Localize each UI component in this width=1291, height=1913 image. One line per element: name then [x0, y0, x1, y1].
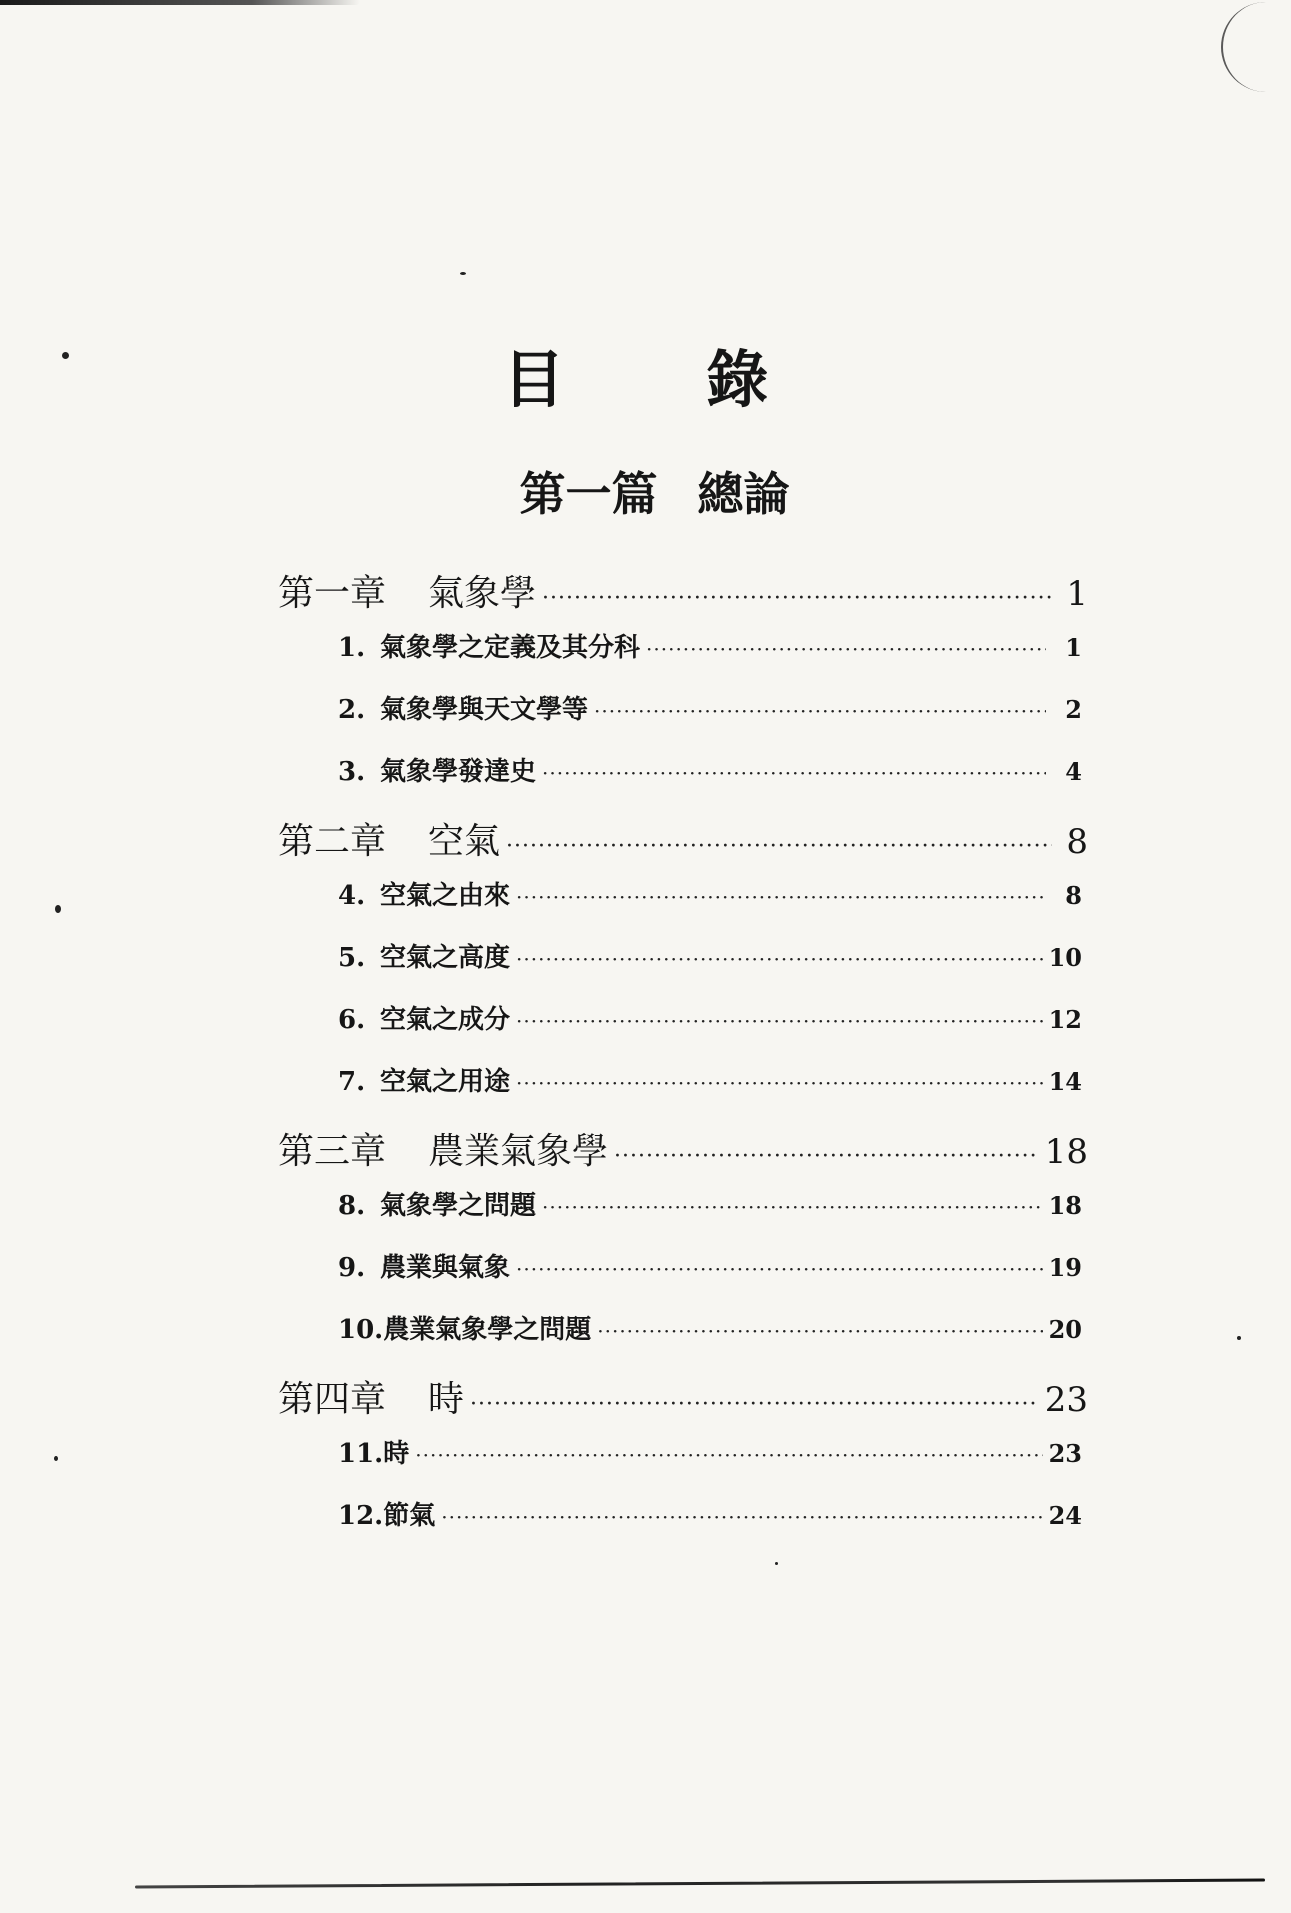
- chapter-title: 空氣: [428, 821, 501, 862]
- section-number: 6.: [338, 1005, 366, 1035]
- dot-leader: [516, 1009, 1043, 1033]
- scan-edge-top: [0, 0, 360, 5]
- dot-leader: [597, 1319, 1042, 1343]
- chapter-entry[interactable]: [278, 1123, 1088, 1185]
- dot-leader: [516, 885, 1046, 909]
- chapter-page-number: 8: [1066, 822, 1088, 862]
- section-title: 農業氣象學之問題: [383, 1315, 592, 1345]
- part-heading: [0, 458, 1291, 524]
- section-number: 5.: [338, 943, 366, 973]
- dot-leader: [516, 1257, 1043, 1281]
- section-page-number: 18: [1048, 1191, 1082, 1220]
- section-entry[interactable]: [278, 1247, 1088, 1309]
- section-entry[interactable]: [278, 875, 1088, 937]
- dot-leader: [415, 1443, 1042, 1467]
- section-page-number: 4: [1065, 757, 1082, 786]
- section-page-number: 8: [1065, 881, 1082, 910]
- section-number: 3.: [338, 757, 366, 787]
- part-name: 總論: [697, 467, 790, 521]
- chapter-entry[interactable]: [278, 565, 1088, 627]
- chapter-page-number: 1: [1066, 574, 1088, 614]
- page-corner-curl: [1221, 2, 1273, 92]
- section-number: 9.: [338, 1253, 366, 1283]
- section-entry[interactable]: [278, 999, 1088, 1061]
- section-page-number: 23: [1048, 1439, 1082, 1468]
- section-number: 11.: [338, 1439, 384, 1469]
- scan-speck: [775, 1562, 778, 1565]
- section-page-number: 19: [1048, 1253, 1082, 1282]
- section-number: 10.: [338, 1315, 384, 1345]
- section-entry[interactable]: [278, 751, 1088, 813]
- section-page-number: 20: [1048, 1315, 1082, 1344]
- scan-speck: [1237, 1336, 1241, 1340]
- section-entry[interactable]: [278, 1495, 1088, 1557]
- section-entry[interactable]: [278, 1185, 1088, 1247]
- section-number: 8.: [338, 1191, 366, 1221]
- section-title: 空氣之成分: [380, 1005, 511, 1035]
- chapter-title: 氣象學: [428, 573, 537, 614]
- section-title: 空氣之用途: [380, 1067, 511, 1097]
- scan-speck: [460, 272, 466, 275]
- section-title: 農業與氣象: [380, 1253, 511, 1283]
- chapter-label: 第三章: [278, 1131, 387, 1172]
- section-number: 1.: [338, 633, 366, 663]
- section-number: 2.: [338, 695, 366, 725]
- chapter-label: 第一章: [278, 573, 387, 614]
- chapter-page-number: 18: [1044, 1132, 1088, 1172]
- section-number: 12.: [338, 1501, 384, 1531]
- section-page-number: 10: [1048, 943, 1082, 972]
- part-label: 第一篇: [519, 467, 658, 521]
- section-entry[interactable]: [278, 627, 1088, 689]
- section-page-number: 12: [1048, 1005, 1082, 1034]
- dot-leader: [614, 1144, 1039, 1169]
- section-page-number: 1: [1065, 633, 1082, 662]
- section-entry[interactable]: [278, 1061, 1088, 1123]
- chapter-entry[interactable]: [278, 1371, 1088, 1433]
- chapter-title: 時: [428, 1379, 465, 1420]
- section-entry[interactable]: [278, 1433, 1088, 1495]
- section-number: 4.: [338, 881, 366, 911]
- section-page-number: 2: [1065, 695, 1082, 724]
- section-title: 空氣之由來: [380, 881, 511, 911]
- scan-speck: [54, 1456, 58, 1461]
- chapter-title: 農業氣象學: [428, 1131, 609, 1172]
- chapter-entry[interactable]: [278, 813, 1088, 875]
- section-title: 氣象學之問題: [380, 1191, 537, 1221]
- dot-leader: [441, 1505, 1042, 1529]
- page-title: 目 錄: [502, 343, 829, 416]
- dot-leader: [646, 637, 1046, 661]
- section-title: 節氣: [383, 1501, 436, 1531]
- dot-leader: [542, 761, 1046, 785]
- dot-leader: [516, 1071, 1043, 1095]
- table-of-contents: [278, 565, 1088, 1557]
- section-title: 氣象學與天文學等: [380, 695, 589, 725]
- section-title: 氣象學發達史: [380, 757, 537, 787]
- dot-leader: [516, 947, 1043, 971]
- section-page-number: 24: [1048, 1501, 1082, 1530]
- dot-leader: [542, 586, 1052, 611]
- section-number: 7.: [338, 1067, 366, 1097]
- chapter-label: 第二章: [278, 821, 387, 862]
- section-entry[interactable]: [278, 689, 1088, 751]
- section-page-number: 14: [1048, 1067, 1082, 1096]
- chapter-page-number: 23: [1044, 1380, 1088, 1420]
- dot-leader: [470, 1392, 1039, 1417]
- section-title: 時: [383, 1439, 410, 1469]
- dot-leader: [542, 1195, 1043, 1219]
- dot-leader: [594, 699, 1046, 723]
- scan-speck: [55, 905, 61, 913]
- section-entry[interactable]: [278, 937, 1088, 999]
- dot-leader: [506, 834, 1052, 859]
- section-entry[interactable]: [278, 1309, 1088, 1371]
- section-title: 空氣之高度: [380, 943, 511, 973]
- chapter-label: 第四章: [278, 1379, 387, 1420]
- section-title: 氣象學之定義及其分科: [380, 633, 641, 663]
- scan-edge-bottom: [135, 1879, 1265, 1889]
